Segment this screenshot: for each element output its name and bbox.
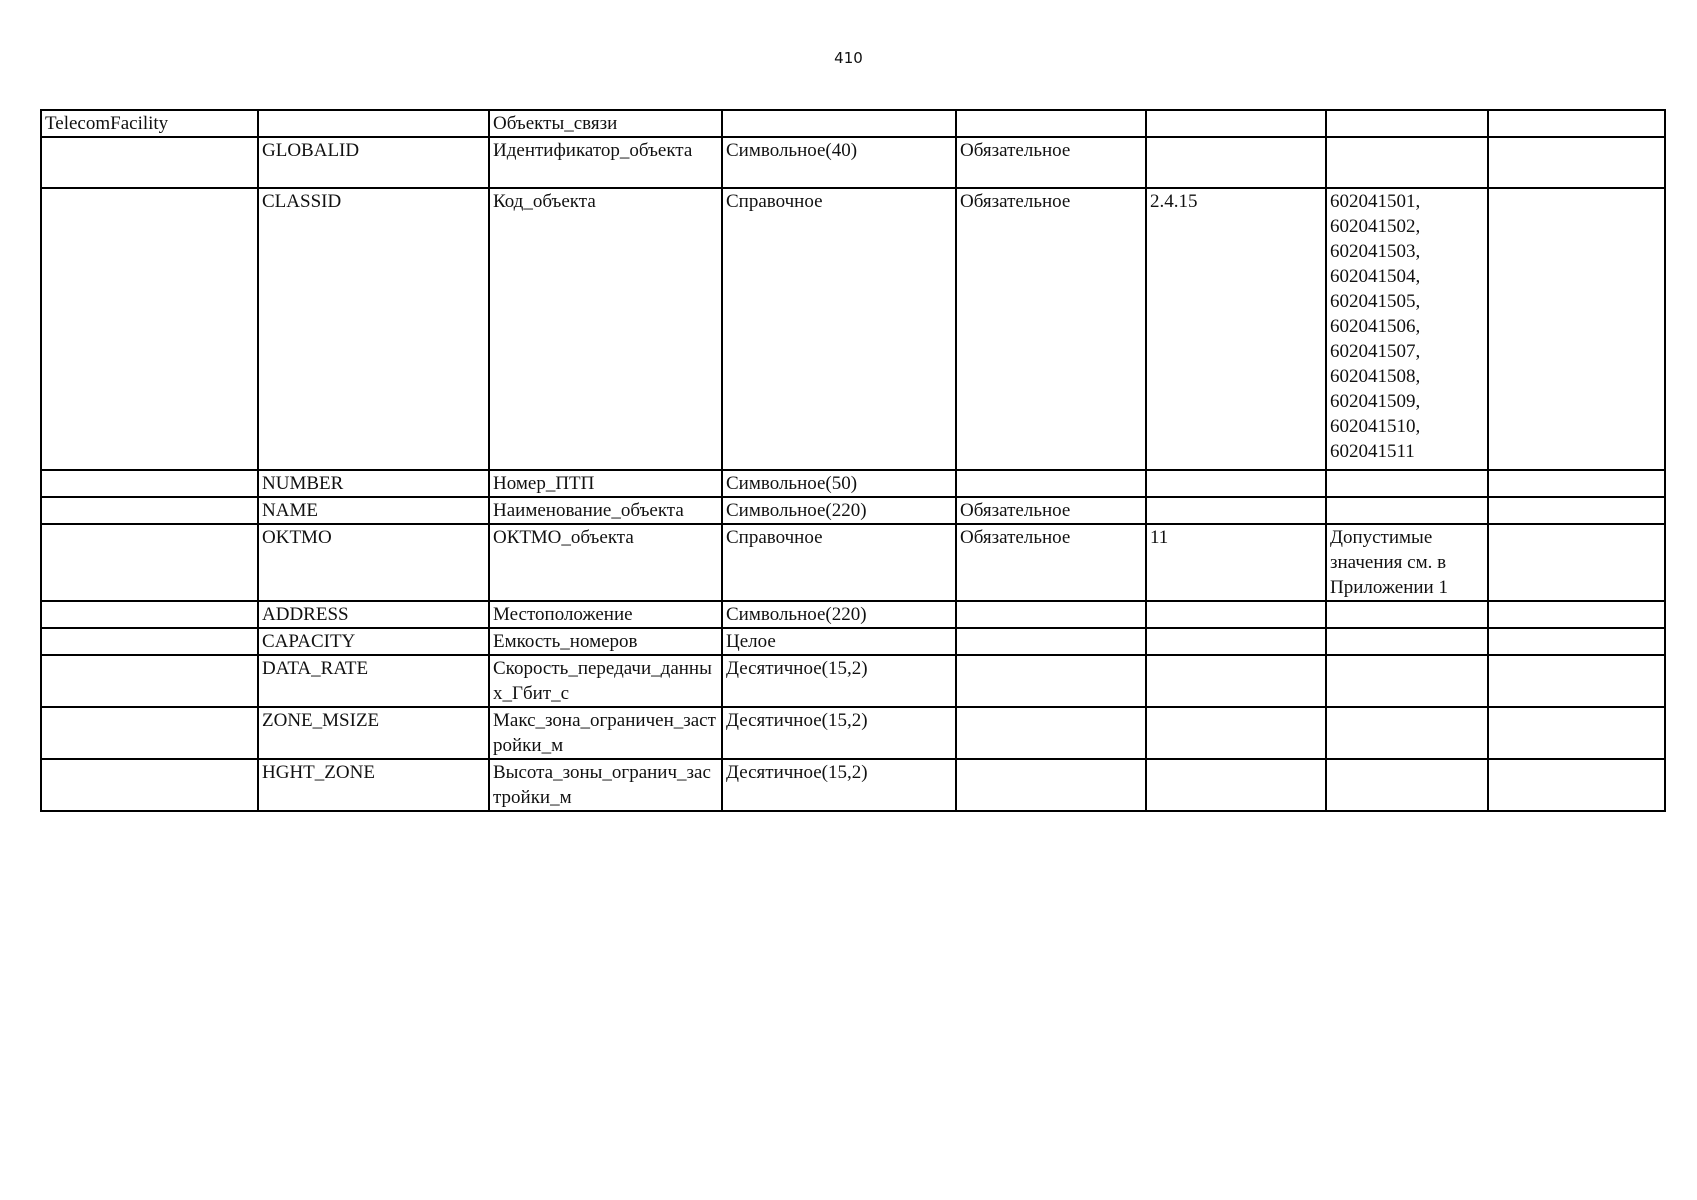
table-cell: Макс_зона_ограничен_застройки_м (489, 707, 722, 759)
table-cell (41, 601, 258, 628)
table-cell: NAME (258, 497, 489, 524)
table-cell: ОКТМО_объекта (489, 524, 722, 601)
table-cell (1146, 137, 1326, 188)
table-cell: Обязательное (956, 497, 1146, 524)
table-row (41, 524, 1665, 601)
table-cell (1326, 628, 1488, 655)
table-cell: OKTMO (258, 524, 489, 601)
table-row (41, 188, 1665, 470)
classid-code: 602041501, (1330, 191, 1421, 212)
table-cell: HGHT_ZONE (258, 759, 489, 811)
table-row (41, 497, 1665, 524)
table-cell (956, 759, 1146, 811)
table-cell (1146, 470, 1326, 497)
classid-code: 602041507, (1330, 341, 1421, 362)
table-cell (41, 707, 258, 759)
table-cell (41, 470, 258, 497)
table-cell (1146, 655, 1326, 707)
table-row (41, 470, 1665, 497)
table-row (41, 707, 1665, 759)
table-row (41, 759, 1665, 811)
classid-code: 602041508, (1330, 366, 1421, 387)
table-cell (956, 601, 1146, 628)
table-cell: Местоположение (489, 601, 722, 628)
table-cell: 2.4.15 (1146, 188, 1326, 470)
classid-code: 602041509, (1330, 391, 1421, 412)
table-cell (956, 655, 1146, 707)
table-cell: TelecomFacility (41, 110, 258, 137)
classid-code: 602041510, (1330, 416, 1421, 437)
table-cell (41, 137, 258, 188)
classid-codes-cell (1326, 188, 1488, 470)
table-row (41, 601, 1665, 628)
table-cell (1488, 601, 1665, 628)
table-row (41, 628, 1665, 655)
classid-code: 602041504, (1330, 266, 1421, 287)
table-cell: Десятичное(15,2) (722, 707, 956, 759)
table-cell: Высота_зоны_огранич_застройки_м (489, 759, 722, 811)
table-cell (1326, 707, 1488, 759)
table-cell (1488, 137, 1665, 188)
table-cell (1326, 137, 1488, 188)
table-cell (1488, 524, 1665, 601)
table-cell: Идентификатор_объекта (489, 137, 722, 188)
table-cell (1488, 759, 1665, 811)
table-cell (1326, 759, 1488, 811)
table-cell (41, 188, 258, 470)
table-cell: CAPACITY (258, 628, 489, 655)
table-cell (956, 110, 1146, 137)
table-cell: GLOBALID (258, 137, 489, 188)
table-cell: Символьное(220) (722, 497, 956, 524)
table-row (41, 137, 1665, 188)
table-cell (1326, 110, 1488, 137)
classid-code: 602041506, (1330, 316, 1421, 337)
table-cell (956, 628, 1146, 655)
table-cell: Обязательное (956, 524, 1146, 601)
table-cell (1326, 601, 1488, 628)
table-cell (41, 497, 258, 524)
table-cell (1146, 497, 1326, 524)
table-cell (1326, 470, 1488, 497)
table-cell: Допустимые значения см. в Приложении 1 (1326, 524, 1488, 601)
table-cell: Символьное(220) (722, 601, 956, 628)
page-number: 410 (834, 49, 863, 67)
table-cell (1146, 110, 1326, 137)
table-cell (722, 110, 956, 137)
table-row (41, 110, 1665, 137)
table-cell: Емкость_номеров (489, 628, 722, 655)
table-cell (1146, 628, 1326, 655)
table-cell (1488, 110, 1665, 137)
table-cell (41, 628, 258, 655)
table-cell (1146, 601, 1326, 628)
table-cell: Десятичное(15,2) (722, 655, 956, 707)
table-cell (41, 655, 258, 707)
table-cell: ZONE_MSIZE (258, 707, 489, 759)
classid-code: 602041505, (1330, 291, 1421, 312)
table-cell (1488, 188, 1665, 470)
table-cell: 11 (1146, 524, 1326, 601)
table-cell: Символьное(50) (722, 470, 956, 497)
table-cell: Десятичное(15,2) (722, 759, 956, 811)
table-cell: Объекты_связи (489, 110, 722, 137)
table-cell: Обязательное (956, 188, 1146, 470)
table-row (41, 655, 1665, 707)
table-cell (1146, 759, 1326, 811)
attribute-table (40, 109, 1666, 812)
table-cell: CLASSID (258, 188, 489, 470)
table-cell (258, 110, 489, 137)
table-cell (1326, 655, 1488, 707)
table-cell (956, 707, 1146, 759)
table-cell (1488, 707, 1665, 759)
table-cell (1488, 470, 1665, 497)
table-cell (41, 524, 258, 601)
classid-code: 602041503, (1330, 241, 1421, 262)
table-cell: Справочное (722, 524, 956, 601)
table-cell: ADDRESS (258, 601, 489, 628)
table-cell (1146, 707, 1326, 759)
table-cell: Целое (722, 628, 956, 655)
table-cell: Номер_ПТП (489, 470, 722, 497)
classid-code: 602041511 (1330, 441, 1415, 462)
classid-code: 602041502, (1330, 216, 1421, 237)
table-cell (1326, 497, 1488, 524)
table-cell: Символьное(40) (722, 137, 956, 188)
table-cell (1488, 628, 1665, 655)
table-cell (1488, 497, 1665, 524)
table-cell: DATA_RATE (258, 655, 489, 707)
table-cell: Обязательное (956, 137, 1146, 188)
table-cell: Справочное (722, 188, 956, 470)
table-cell (41, 759, 258, 811)
table-cell (1488, 655, 1665, 707)
table-cell: Скорость_передачи_данных_Гбит_с (489, 655, 722, 707)
table-cell: Код_объекта (489, 188, 722, 470)
table-cell: NUMBER (258, 470, 489, 497)
table-cell: Наименование_объекта (489, 497, 722, 524)
table-cell (956, 470, 1146, 497)
